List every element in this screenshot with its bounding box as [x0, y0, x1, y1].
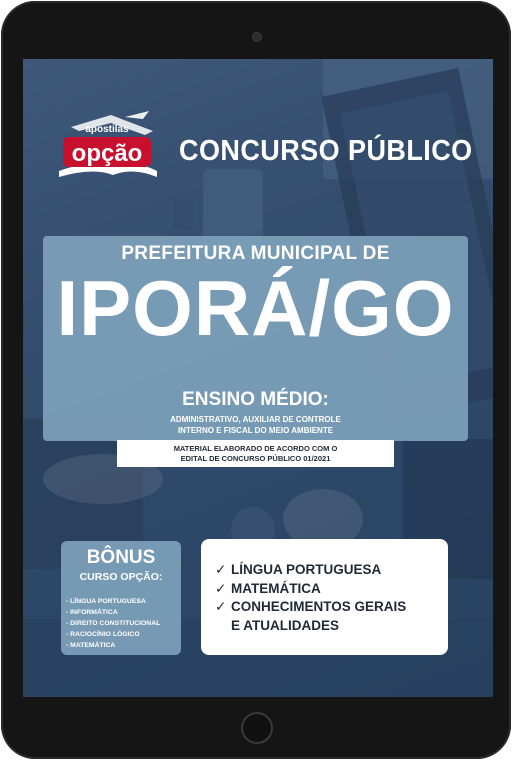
tablet-frame	[1, 1, 511, 759]
prefeitura-label: PREFEITURA MUNICIPAL DE	[121, 243, 390, 264]
city-title: IPORÁ/GO	[56, 264, 455, 352]
bonus-item: - INFORMÁTICA	[66, 609, 118, 616]
material-note	[117, 440, 394, 467]
cargos-text	[43, 414, 468, 436]
subject-item	[215, 580, 406, 599]
cover-screen	[23, 59, 493, 697]
subject-item	[215, 598, 406, 617]
subject-item	[215, 561, 406, 580]
subject-label: CONHECIMENTOS GERAIS	[231, 599, 407, 614]
bonus-box	[61, 541, 181, 655]
subjects-list	[215, 561, 406, 635]
apostilas-opcao-logo	[53, 109, 161, 181]
bonus-title: BÔNUS	[86, 547, 156, 568]
bonus-item: - MATEMÁTICA	[66, 642, 116, 649]
camera-icon	[252, 32, 262, 42]
material-line-1: MATERIAL ELABORADO DE ACORDO COM O	[173, 444, 338, 453]
bonus-item: - RACIOCÍNIO LÓGICO	[66, 631, 140, 638]
bonus-subtitle: CURSO OPÇÃO:	[79, 571, 163, 583]
subjects-box	[201, 539, 448, 655]
bonus-item: - DIREITO CONSTITUCIONAL	[66, 620, 161, 627]
title-panel	[43, 236, 468, 441]
material-line-2: EDITAL DE CONCURSO PÚBLICO 01/2021	[180, 454, 331, 463]
bonus-item: - LÍNGUA PORTUGUESA	[66, 598, 146, 605]
header-title: CONCURSO PÚBLICO	[179, 135, 473, 167]
subject-continuation: E ATUALIDADES	[231, 617, 339, 633]
cargos-line-1: ADMINISTRATIVO, AUXILIAR DE CONTROLE	[170, 415, 341, 424]
subject-label: LÍNGUA PORTUGUESA	[231, 562, 382, 577]
home-button[interactable]	[241, 712, 273, 744]
subject-label: MATEMÁTICA	[231, 580, 321, 596]
logo-main-text: opção	[71, 140, 143, 167]
check-icon: ✓	[215, 580, 227, 596]
cargos-line-2: INTERNO E FISCAL DO MEIO AMBIENTE	[177, 426, 334, 435]
check-icon: ✓	[215, 599, 227, 614]
check-icon: ✓	[215, 562, 227, 577]
bonus-list	[66, 596, 178, 651]
ensino-label: ENSINO MÉDIO:	[182, 389, 329, 410]
logo-small-text: apostilas	[85, 124, 129, 135]
